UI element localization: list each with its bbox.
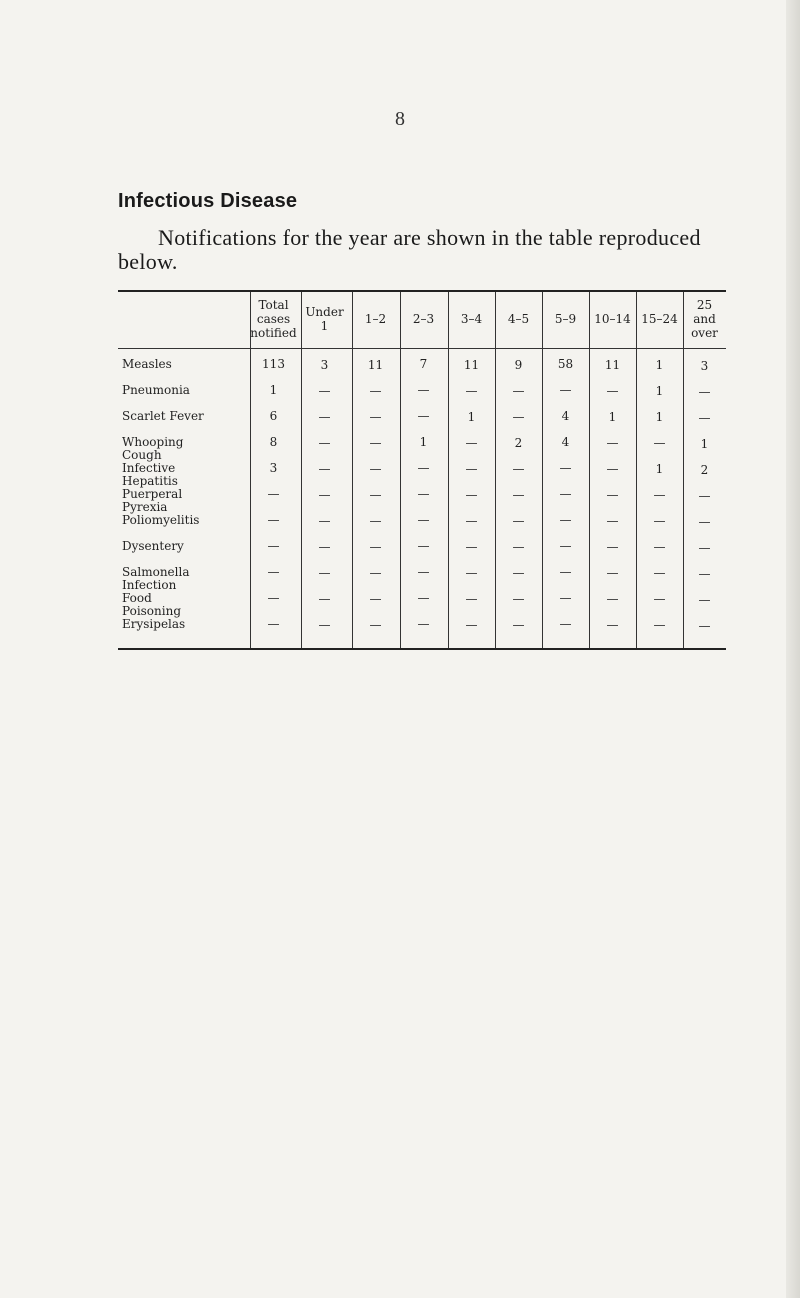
table-cell: — xyxy=(369,539,382,554)
table-cell: 8 xyxy=(269,435,278,449)
table-cell: — xyxy=(559,617,572,631)
table-cell: — xyxy=(465,436,478,450)
row-label: Erysipelas xyxy=(122,617,186,631)
table-cell: — xyxy=(606,435,619,450)
intro-paragraph: Notifications for the year are shown in the table reproduced below. xyxy=(118,225,701,274)
table-cell: — xyxy=(653,618,666,632)
table-cell: — xyxy=(465,488,478,502)
table-cell: — xyxy=(318,591,331,606)
table-cell: — xyxy=(559,487,572,501)
table-cell: 1 xyxy=(608,409,617,424)
table-cell: 1 xyxy=(655,410,664,424)
table-cell: — xyxy=(417,513,430,527)
table-cell: — xyxy=(698,618,711,633)
table-cell: — xyxy=(267,591,280,605)
table-cell: — xyxy=(465,618,478,632)
table-cell: — xyxy=(559,383,572,397)
table-cell: — xyxy=(559,461,572,475)
table-cell: — xyxy=(606,617,619,632)
table-cell: — xyxy=(369,513,382,528)
table-cell: — xyxy=(417,383,430,397)
table-cell: — xyxy=(606,513,619,528)
table-cell: — xyxy=(512,461,525,476)
row-label: Infective Hepatitis xyxy=(122,461,178,488)
table-cell: — xyxy=(369,383,382,398)
table-cell: — xyxy=(465,514,478,528)
table-cell: — xyxy=(318,461,331,476)
table-cell: — xyxy=(512,591,525,606)
table-cell: 1 xyxy=(655,462,664,476)
table-cell: — xyxy=(698,384,711,399)
table-cell: — xyxy=(698,514,711,529)
table-cell: — xyxy=(417,461,430,475)
table-cell: — xyxy=(318,513,331,528)
table-cell: — xyxy=(512,539,525,554)
table-cell: — xyxy=(653,540,666,554)
column-header: 5–9 xyxy=(554,312,577,326)
table-cell: 1 xyxy=(419,435,428,449)
row-label: Pneumonia xyxy=(122,383,190,397)
table-cell: 1 xyxy=(655,384,664,398)
table-cell: — xyxy=(318,539,331,554)
table-cell: — xyxy=(559,539,572,553)
table-cell: — xyxy=(606,565,619,580)
table-cell: — xyxy=(465,462,478,476)
table-cell: — xyxy=(417,409,430,423)
table-cell: 1 xyxy=(269,383,278,397)
column-header: 1–2 xyxy=(364,312,387,326)
table-cell: — xyxy=(369,409,382,424)
table-cell: 7 xyxy=(419,357,428,371)
row-label: Puerperal Pyrexia xyxy=(122,487,183,514)
table-cell: — xyxy=(512,409,525,424)
table-cell: 11 xyxy=(463,358,480,372)
table-cell: 11 xyxy=(367,357,384,372)
table-cell: 2 xyxy=(700,462,709,477)
column-header: 3–4 xyxy=(460,312,483,326)
table-bottom-rule xyxy=(118,648,726,650)
table-cell: — xyxy=(369,617,382,632)
table-cell: — xyxy=(267,617,280,631)
header-underline xyxy=(118,348,726,349)
table-cell: — xyxy=(606,487,619,502)
table-cell: — xyxy=(653,514,666,528)
table-cell: 4 xyxy=(561,435,570,449)
table-cell: — xyxy=(512,383,525,398)
table-cell: — xyxy=(559,565,572,579)
table-cell: — xyxy=(417,617,430,631)
table-cell: — xyxy=(267,565,280,579)
table-cell: — xyxy=(369,591,382,606)
table-cell: — xyxy=(267,513,280,527)
table-cell: — xyxy=(318,409,331,424)
notifications-table xyxy=(118,290,726,652)
column-header: 10–14 xyxy=(594,312,631,326)
table-cell: — xyxy=(417,539,430,553)
page-number: 8 xyxy=(395,108,405,130)
table-cell: — xyxy=(369,461,382,476)
table-cell: — xyxy=(698,540,711,555)
table-cell: 1 xyxy=(655,358,664,372)
table-cell: 3 xyxy=(700,358,709,373)
table-cell: — xyxy=(559,513,572,527)
page-edge-shadow xyxy=(786,0,800,1298)
table-cell: 6 xyxy=(269,409,278,423)
table-cell: — xyxy=(369,487,382,502)
table-cell: — xyxy=(512,565,525,580)
table-cell: — xyxy=(606,461,619,476)
table-cell: — xyxy=(465,566,478,580)
row-label: Scarlet Fever xyxy=(122,409,204,423)
row-label: Dysentery xyxy=(122,539,184,553)
column-header: 25 and over xyxy=(691,298,718,340)
row-label: Salmonella Infection xyxy=(122,565,190,592)
table-cell: — xyxy=(369,435,382,450)
table-cell: — xyxy=(318,617,331,632)
table-cell: — xyxy=(318,487,331,502)
table-cell: — xyxy=(653,436,666,450)
table-cell: — xyxy=(698,592,711,607)
row-label: Whooping Cough xyxy=(122,435,184,462)
column-header: 2–3 xyxy=(412,312,435,326)
table-cell: — xyxy=(698,410,711,425)
row-label: Food Poisoning xyxy=(122,591,182,618)
table-cell: — xyxy=(653,592,666,606)
table-cell: — xyxy=(417,487,430,501)
table-cell: — xyxy=(369,565,382,580)
table-cell: 9 xyxy=(514,357,523,372)
table-cell: 2 xyxy=(514,435,523,450)
table-cell: — xyxy=(512,617,525,632)
table-cell: — xyxy=(606,591,619,606)
row-label: Poliomyelitis xyxy=(122,513,200,527)
column-header: Total cases notified xyxy=(250,298,297,340)
table-cell: 11 xyxy=(604,357,621,372)
table-cell: — xyxy=(465,592,478,606)
section-title: Infectious Disease xyxy=(118,190,298,212)
table-cell: — xyxy=(653,488,666,502)
table-cell: — xyxy=(318,383,331,398)
table-cell: 1 xyxy=(467,410,476,424)
table-cell: — xyxy=(318,565,331,580)
table-cell: 1 xyxy=(700,436,709,451)
table-cell: 3 xyxy=(269,461,278,475)
table-cell: — xyxy=(465,384,478,398)
table-cell: 58 xyxy=(557,357,574,371)
table-cell: 4 xyxy=(561,409,570,423)
table-cell: — xyxy=(653,566,666,580)
table-cell: — xyxy=(267,487,280,501)
table-cell: — xyxy=(417,591,430,605)
table-cell: — xyxy=(512,513,525,528)
table-cell: — xyxy=(698,566,711,581)
column-header: 4–5 xyxy=(507,312,530,326)
column-header: 15–24 xyxy=(641,312,678,326)
table-cell: — xyxy=(417,565,430,579)
table-cell: 113 xyxy=(262,357,285,371)
table-cell: — xyxy=(698,488,711,503)
row-label: Measles xyxy=(122,357,172,371)
table-cell: — xyxy=(465,540,478,554)
column-header: Under 1 xyxy=(305,305,344,333)
table-cell: — xyxy=(606,383,619,398)
table-cell: 3 xyxy=(320,357,329,372)
table-cell: — xyxy=(559,591,572,605)
table-cell: — xyxy=(318,435,331,450)
table-cell: — xyxy=(267,539,280,553)
table-cell: — xyxy=(512,487,525,502)
table-cell: — xyxy=(606,539,619,554)
